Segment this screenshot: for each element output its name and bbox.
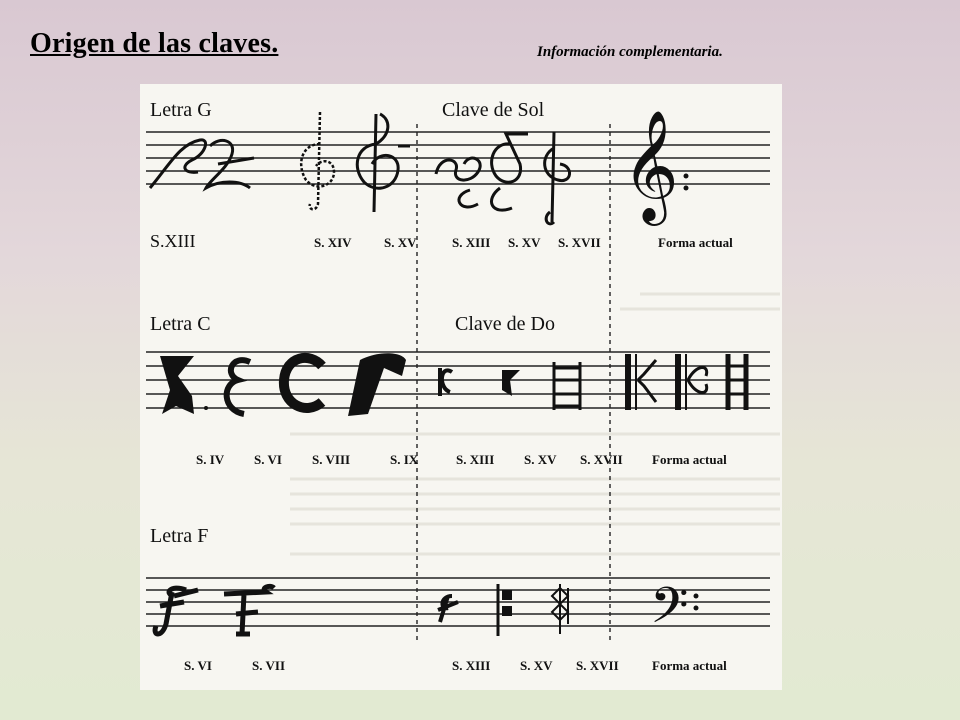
section-label: Letra C bbox=[150, 313, 211, 335]
treble-clef-icon: 𝄞 bbox=[622, 109, 679, 221]
letter-f-icon bbox=[155, 588, 198, 634]
caption: Forma actual bbox=[652, 452, 727, 467]
caption: S. XIII bbox=[452, 235, 491, 250]
caption: S. XVII bbox=[558, 235, 601, 250]
alto-clef-icon bbox=[502, 370, 520, 396]
treble-clef-icon bbox=[357, 114, 410, 212]
caption: S. XV bbox=[508, 235, 541, 250]
bass-clef-icon: 𝄢 bbox=[650, 577, 689, 647]
section-letra-f bbox=[146, 525, 770, 673]
bass-clef-icon bbox=[498, 584, 512, 636]
caption: S. VI bbox=[184, 658, 212, 673]
clefs-figure-svg bbox=[140, 84, 782, 690]
letter-c-icon bbox=[160, 356, 194, 414]
page-subtitle: Información complementaria. bbox=[537, 44, 723, 60]
caption: S. VIII bbox=[312, 452, 351, 467]
letter-c-icon bbox=[227, 360, 250, 414]
alto-clef-icon bbox=[554, 362, 580, 410]
caption: Forma actual bbox=[652, 658, 727, 673]
letter-c-icon bbox=[348, 353, 406, 416]
letter-g-icon bbox=[206, 140, 254, 188]
treble-clef-icon bbox=[301, 112, 334, 209]
bass-clef-icon bbox=[438, 596, 458, 622]
caption: S. XV bbox=[520, 658, 553, 673]
caption: S. XV bbox=[384, 235, 417, 250]
alto-clef-icon bbox=[440, 368, 452, 396]
section-letra-g bbox=[146, 99, 770, 251]
alto-clef-icon bbox=[728, 354, 746, 410]
caption: S. XVII bbox=[576, 658, 619, 673]
section-label: Letra F bbox=[150, 525, 209, 547]
caption: S. XV bbox=[524, 452, 557, 467]
caption: S.XIII bbox=[150, 231, 196, 251]
section-letra-c bbox=[146, 313, 770, 467]
letter-f-icon bbox=[224, 586, 274, 634]
letter-g-icon bbox=[150, 140, 206, 188]
caption: S. XIV bbox=[314, 235, 352, 250]
caption: S. VI bbox=[254, 452, 282, 467]
caption: S. IV bbox=[196, 452, 225, 467]
caption: S. XVII bbox=[580, 452, 623, 467]
section-label: Letra G bbox=[150, 99, 212, 121]
treble-clef-icon bbox=[436, 158, 480, 207]
clef-label: Clave de Do bbox=[455, 313, 555, 335]
caption: S. IX bbox=[390, 452, 419, 467]
alto-clef-icon bbox=[678, 354, 707, 410]
clefs-figure bbox=[140, 84, 782, 690]
page-title: Origen de las claves. bbox=[30, 28, 279, 59]
caption: S. XIII bbox=[452, 658, 491, 673]
clef-label: Clave de Sol bbox=[442, 99, 545, 121]
caption: S. XIII bbox=[456, 452, 495, 467]
alto-clef-icon bbox=[628, 354, 656, 410]
caption: Forma actual bbox=[658, 235, 733, 250]
caption: S. VII bbox=[252, 658, 286, 673]
